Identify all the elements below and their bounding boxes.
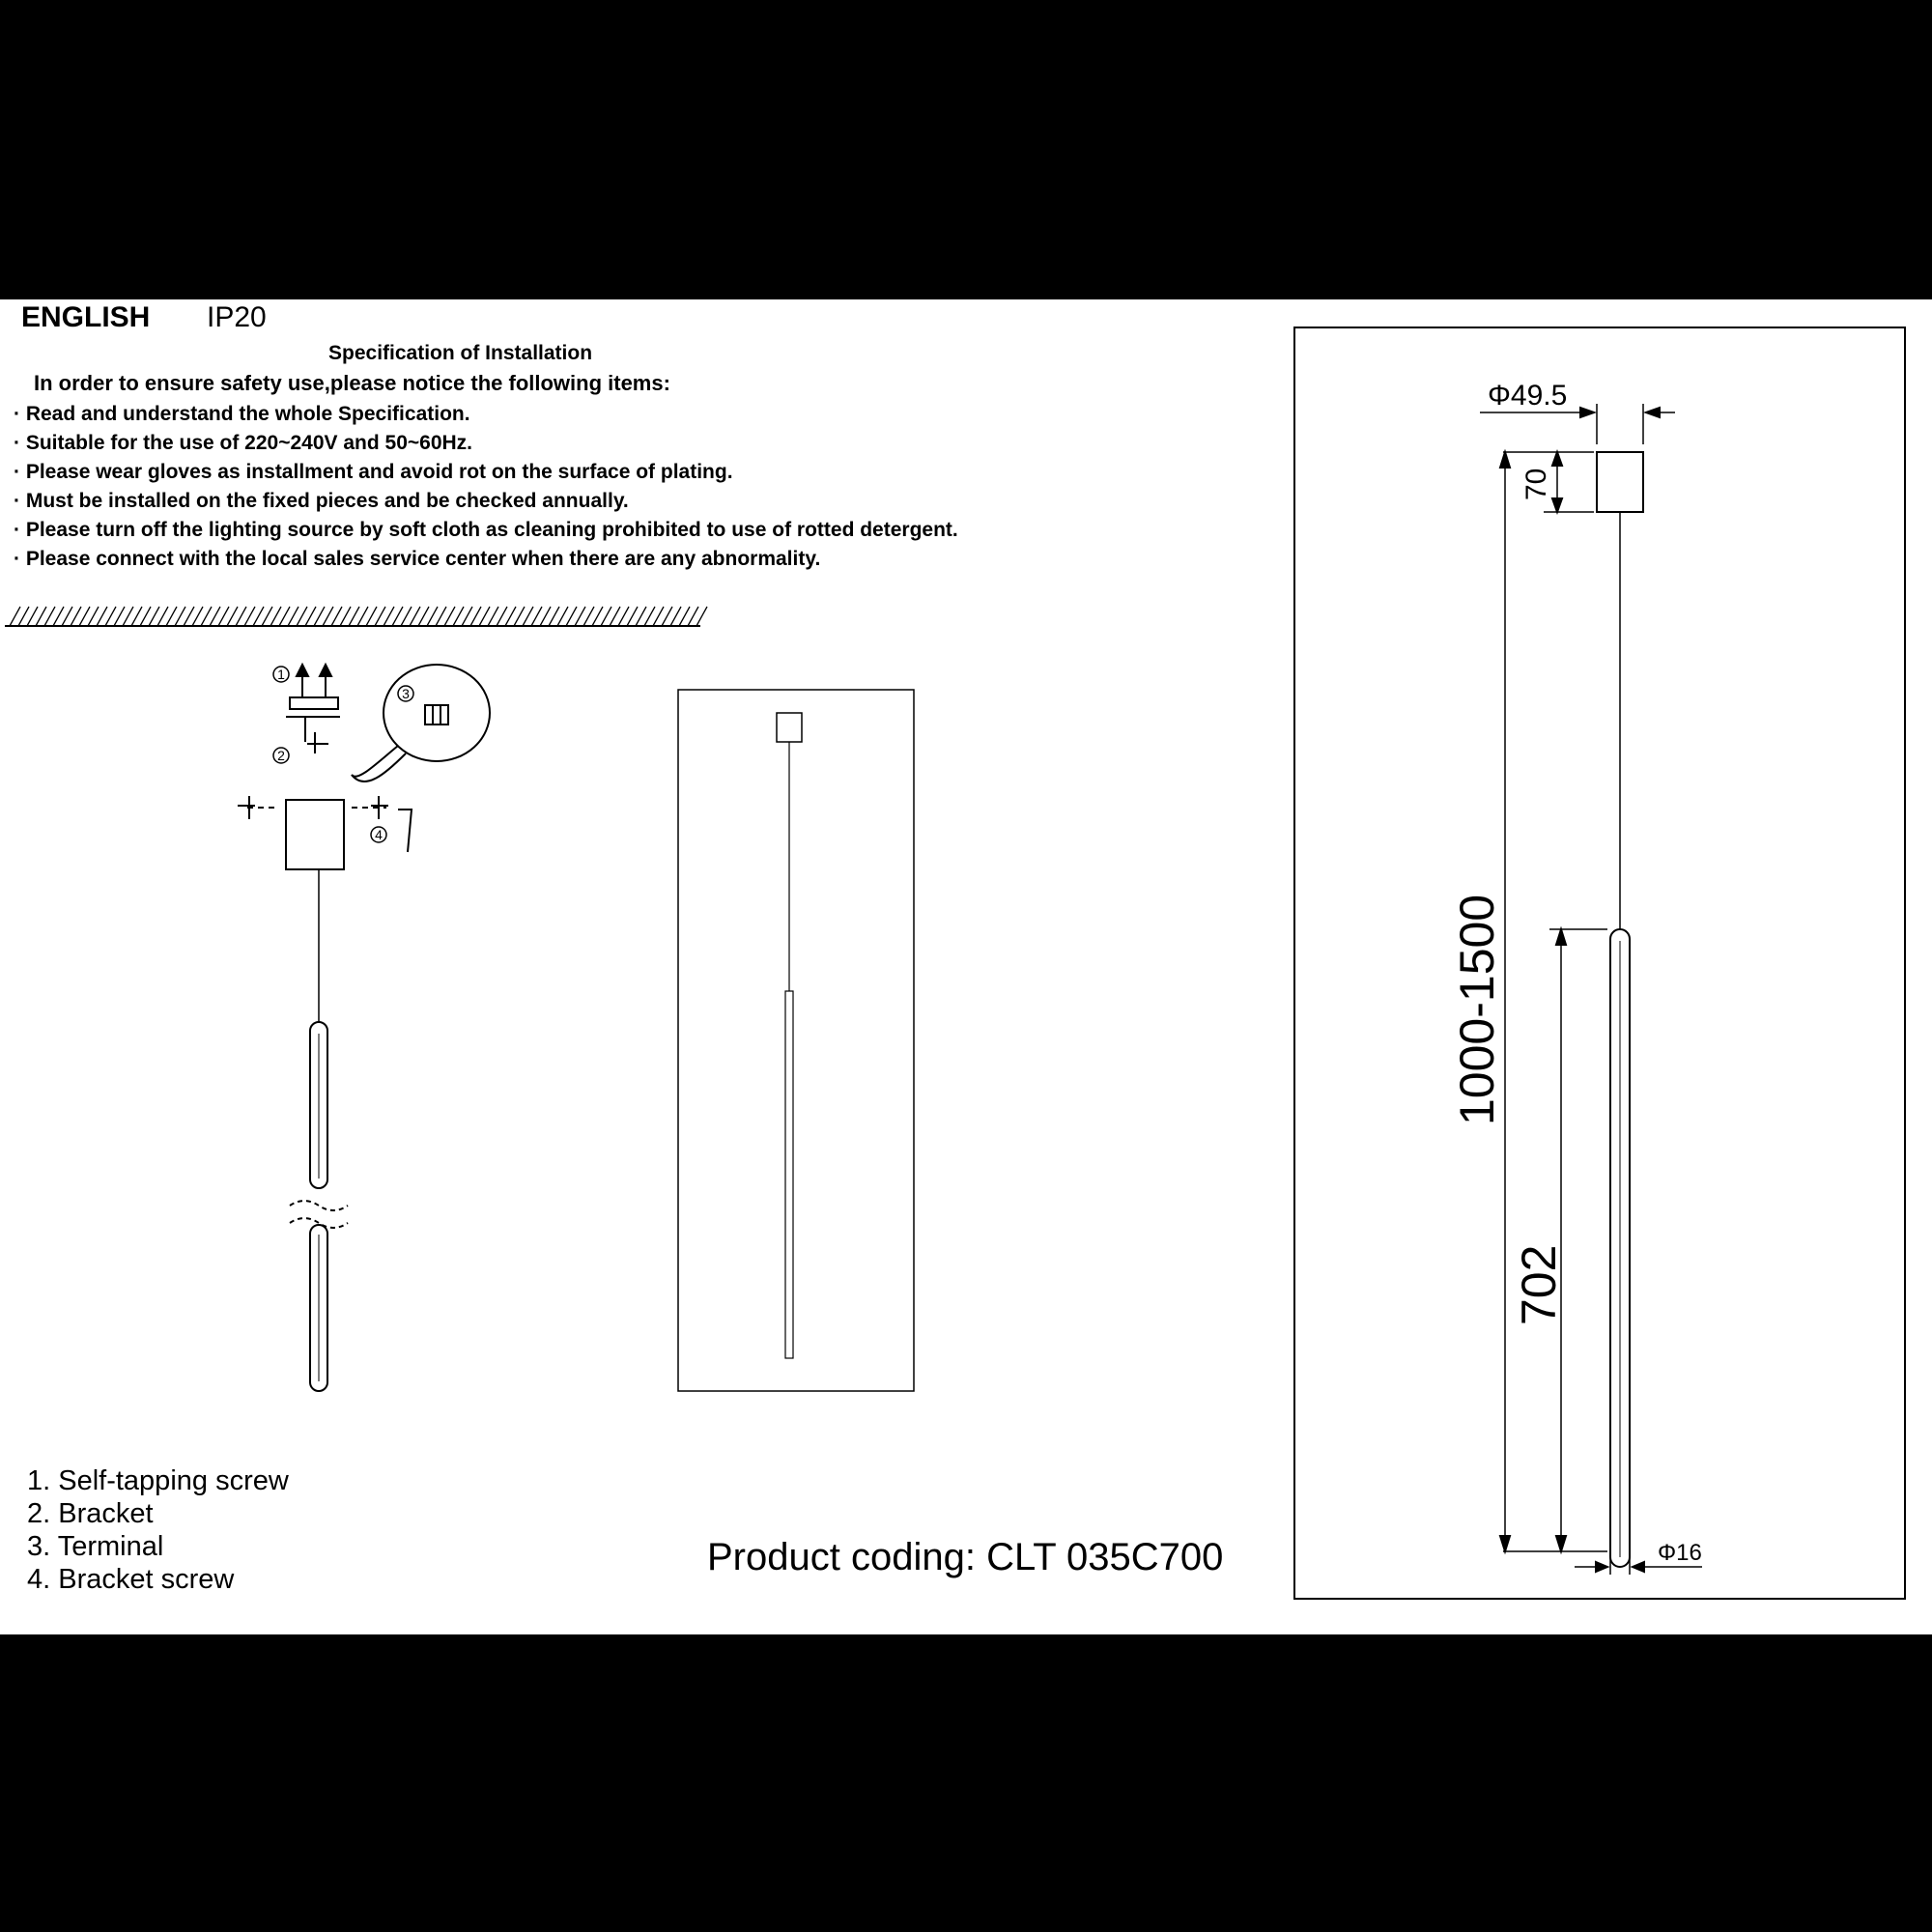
part-item: 4. Bracket screw (27, 1564, 235, 1595)
hatch-stroke (149, 607, 159, 626)
hatch-stroke (488, 607, 498, 626)
parts-list (27, 1464, 289, 1596)
hatch-stroke (418, 607, 429, 626)
hatch-stroke (88, 607, 99, 626)
installation-diagram (238, 665, 490, 1391)
instruction-sheet (0, 299, 1932, 1634)
hatch-stroke (557, 607, 568, 626)
hatch-stroke (288, 607, 298, 626)
hatch-stroke (575, 607, 585, 626)
hatch-stroke (462, 607, 472, 626)
hatch-stroke (218, 607, 229, 626)
hatch-stroke (262, 607, 272, 626)
hatch-stroke (636, 607, 646, 626)
hatch-stroke (601, 607, 611, 626)
hatch-stroke (18, 607, 29, 626)
dim-tube-length: 702 (1512, 1244, 1566, 1325)
dimension-drawing (1294, 327, 1905, 1599)
safety-item: · Must be installed on the fixed pieces and be checked annually. (14, 487, 958, 516)
hatch-stroke (696, 607, 707, 626)
hatch-stroke (401, 607, 412, 626)
hatch-stroke (410, 607, 420, 626)
hatch-stroke (670, 607, 681, 626)
hatch-stroke (549, 607, 559, 626)
safety-item: · Suitable for the use of 220~240V and 50~60Hz. (14, 429, 958, 458)
hatch-stroke (157, 607, 168, 626)
hatch-stroke (279, 607, 290, 626)
hatch-stroke (453, 607, 464, 626)
spec-intro: In order to ensure safety use,please notice the following items: (34, 371, 670, 395)
hatch-stroke (349, 607, 359, 626)
dim-canopy-diameter: Φ49.5 (1488, 380, 1568, 412)
hatch-stroke (384, 607, 394, 626)
hatch-stroke (166, 607, 177, 626)
hatch-stroke (10, 607, 20, 626)
hatch-stroke (44, 607, 55, 626)
ceiling-hatch (5, 607, 707, 626)
safety-item: · Please turn off the lighting source by soft cloth as cleaning prohibited to use of rotted detergent. (14, 516, 958, 545)
hatch-stroke (566, 607, 577, 626)
dim-overall-length: 1000-1500 (1450, 894, 1504, 1125)
hatch-stroke (470, 607, 481, 626)
dim-tube-diameter: Φ16 (1658, 1540, 1702, 1566)
hatch-stroke (62, 607, 72, 626)
spec-title: Specification of Installation (328, 342, 593, 364)
hatch-stroke (297, 607, 307, 626)
hatch-stroke (592, 607, 603, 626)
hatch-stroke (444, 607, 455, 626)
hatch-stroke (140, 607, 151, 626)
hatch-stroke (71, 607, 81, 626)
hatch-stroke (123, 607, 133, 626)
hatch-stroke (618, 607, 629, 626)
hatch-stroke (53, 607, 64, 626)
hatch-stroke (366, 607, 377, 626)
hatch-stroke (644, 607, 655, 626)
callout-2-text: 2 (277, 748, 285, 763)
hatch-stroke (427, 607, 438, 626)
hatch-stroke (244, 607, 255, 626)
dim-canopy-height: 70 (1520, 468, 1552, 500)
safety-item: · Please connect with the local sales service center when there are any abnormality. (14, 545, 958, 574)
hatch-stroke (184, 607, 194, 626)
hatch-stroke (479, 607, 490, 626)
hatch-stroke (27, 607, 38, 626)
callout-3-text: 3 (402, 686, 410, 701)
hatch-stroke (627, 607, 638, 626)
hatch-stroke (357, 607, 368, 626)
hatch-stroke (79, 607, 90, 626)
ip-rating: IP20 (207, 301, 267, 333)
hatch-stroke (105, 607, 116, 626)
hatch-stroke (514, 607, 525, 626)
drawings (0, 299, 1932, 1634)
hatch-stroke (497, 607, 507, 626)
hatch-stroke (505, 607, 516, 626)
overview-drawing (678, 690, 914, 1391)
product-coding: Product coding: CLT 035C700 (707, 1536, 1224, 1578)
language-label: ENGLISH (21, 301, 151, 333)
hatch-stroke (201, 607, 212, 626)
hatch-stroke (305, 607, 316, 626)
safety-item: · Please wear gloves as installment and avoid rot on the surface of plating. (14, 458, 958, 487)
part-item: 3. Terminal (27, 1531, 164, 1562)
hatch-stroke (653, 607, 664, 626)
hatch-stroke (236, 607, 246, 626)
hatch-stroke (210, 607, 220, 626)
part-item: 1. Self-tapping screw (27, 1465, 289, 1496)
hatch-stroke (36, 607, 46, 626)
hatch-stroke (392, 607, 403, 626)
hatch-stroke (131, 607, 142, 626)
callout-1-text: 1 (277, 667, 285, 682)
hatch-stroke (531, 607, 542, 626)
hatch-stroke (583, 607, 594, 626)
hatch-stroke (227, 607, 238, 626)
hatch-stroke (340, 607, 351, 626)
hatch-stroke (375, 607, 385, 626)
hatch-stroke (253, 607, 264, 626)
hatch-stroke (331, 607, 342, 626)
hatch-stroke (662, 607, 672, 626)
safety-item: · Read and understand the whole Specification. (14, 400, 958, 429)
hatch-stroke (688, 607, 698, 626)
hatch-stroke (523, 607, 533, 626)
hatch-stroke (679, 607, 690, 626)
hatch-stroke (610, 607, 620, 626)
hatch-stroke (314, 607, 325, 626)
hatch-stroke (192, 607, 203, 626)
hatch-stroke (540, 607, 551, 626)
part-item: 2. Bracket (27, 1498, 154, 1529)
hatch-stroke (175, 607, 185, 626)
hatch-stroke (270, 607, 281, 626)
hatch-stroke (436, 607, 446, 626)
hatch-stroke (97, 607, 107, 626)
hatch-stroke (114, 607, 125, 626)
hatch-stroke (323, 607, 333, 626)
callout-4-text: 4 (375, 827, 383, 842)
dimension-labels (1450, 380, 1702, 1566)
